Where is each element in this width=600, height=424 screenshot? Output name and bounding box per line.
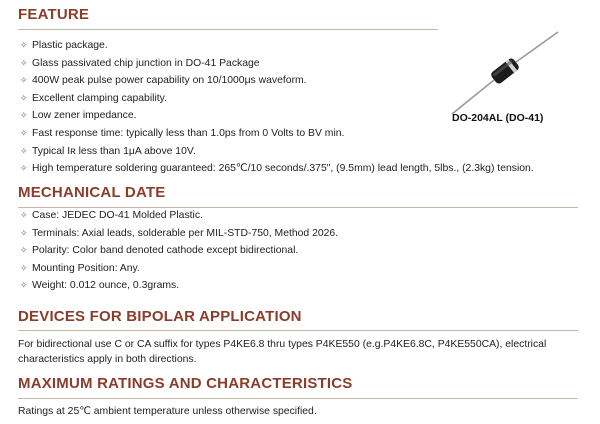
list-item: ✧ Weight: 0.012 ounce, 0.3grams. <box>20 277 338 295</box>
mechanical-list <box>20 207 338 295</box>
ratings-rule <box>18 398 578 399</box>
diamond-bullet-icon: ✧ <box>20 163 28 174</box>
diamond-bullet-icon: ✧ <box>20 40 28 50</box>
diamond-bullet-icon: ✧ <box>20 92 28 103</box>
ratings-title: MAXIMUM RATINGS AND CHARACTERISTICS <box>18 375 353 392</box>
list-item: ✧ Typical Iʀ less than 1μA above 10V. <box>20 143 534 161</box>
bipolar-rule <box>18 330 578 331</box>
list-item: ✧ Glass passivated chip junction in DO-41 Package <box>20 55 534 73</box>
diamond-bullet-icon: ✧ <box>20 280 28 291</box>
list-item: ✧ Fast response time: typically less than 1.0ps from 0 Volts to BV min. <box>20 125 534 143</box>
diamond-bullet-icon: ✧ <box>20 210 28 220</box>
diode-lead-right <box>516 32 558 62</box>
diamond-bullet-icon: ✧ <box>20 110 28 121</box>
bipolar-title: DEVICES FOR BIPOLAR APPLICATION <box>18 308 302 325</box>
list-item: ✧ Low zener impedance. <box>20 107 534 125</box>
feature-rule <box>18 29 438 30</box>
diamond-bullet-icon: ✧ <box>20 57 28 68</box>
diamond-bullet-icon: ✧ <box>20 145 28 156</box>
diamond-bullet-icon: ✧ <box>20 245 28 256</box>
list-item: ✧ Case: JEDEC DO-41 Molded Plastic. <box>20 207 338 225</box>
list-item: ✧ Polarity: Color band denoted cathode except bidirectional. <box>20 242 338 260</box>
diode-package-image <box>444 28 564 120</box>
list-item: ✧ High temperature soldering guaranteed: 265℃/10 seconds/.375", (9.5mm) lead length, 5lbs., (2.3kg) tension. <box>20 160 534 178</box>
list-item: ✧ Mounting Position: Any. <box>20 260 338 278</box>
list-item: ✧ 400W peak pulse power capability on 10/1000μs waveform. <box>20 72 534 90</box>
figure-caption: DO-204AL (DO-41) <box>452 112 544 124</box>
list-item: ✧ Terminals: Axial leads, solderable per MIL-STD-750, Method 2026. <box>20 225 338 243</box>
feature-title: FEATURE <box>18 6 90 23</box>
list-item: ✧ Plastic package. <box>20 37 534 55</box>
list-item: ✧ Excellent clamping capability. <box>20 90 534 108</box>
diamond-bullet-icon: ✧ <box>20 262 28 273</box>
ratings-text: Ratings at 25℃ ambient temperature unless otherwise specified. <box>18 406 317 417</box>
diamond-bullet-icon: ✧ <box>20 127 28 138</box>
diode-lead-left <box>452 80 494 114</box>
mechanical-title: MECHANICAL DATE <box>18 184 166 201</box>
diode-body <box>490 57 521 85</box>
diamond-bullet-icon: ✧ <box>20 227 28 238</box>
bipolar-text: For bidirectional use C or CA suffix for types P4KE6.8 thru types P4KE550 (e.g.P4KE6.8C, P4KE550CA), electrical characteristics apply in both directions. <box>18 339 547 365</box>
diamond-bullet-icon: ✧ <box>20 75 28 86</box>
